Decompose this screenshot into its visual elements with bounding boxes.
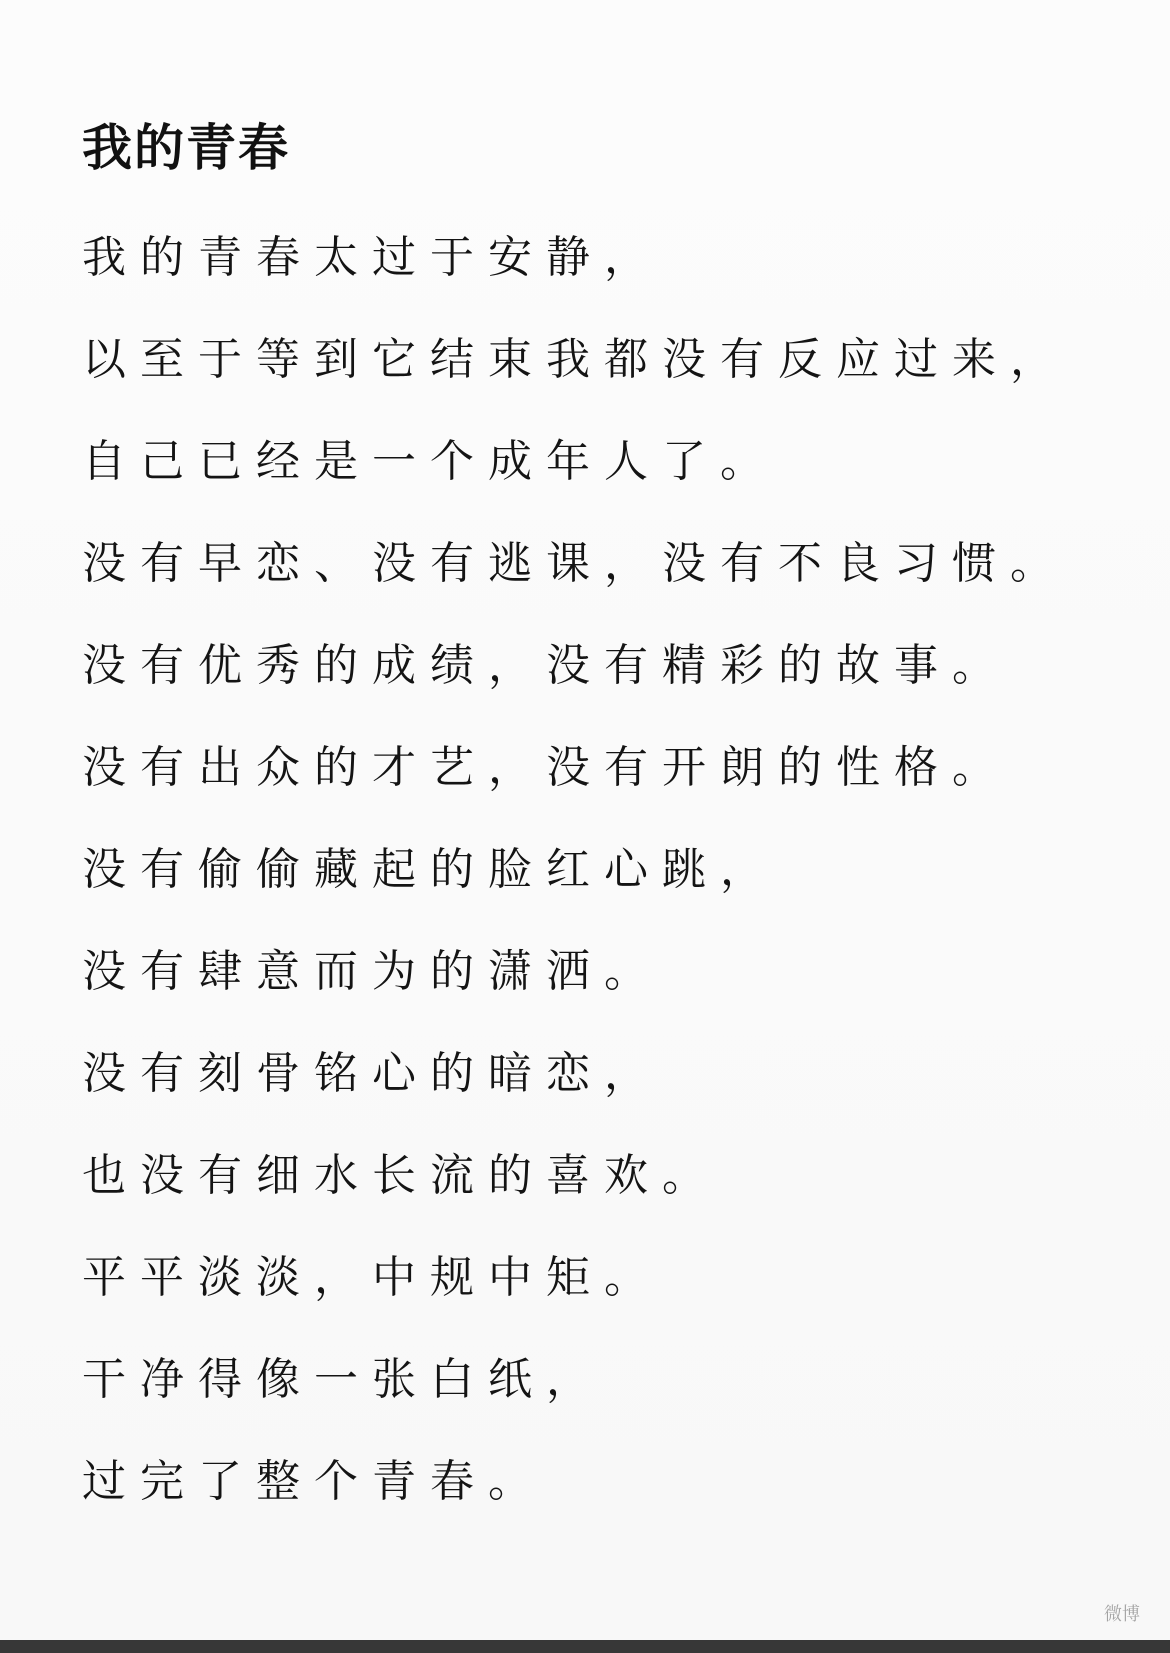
poem-line: 自己已经是一个成年人了。 — [82, 436, 778, 487]
bottom-bar — [0, 1640, 1170, 1653]
poem-line: 没有出众的才艺，没有开朗的性格。 — [82, 742, 1010, 793]
poem-line: 过完了整个青春。 — [82, 1456, 546, 1507]
poem-line: 以至于等到它结束我都没有反应过来， — [82, 334, 1068, 385]
poem-line: 没有优秀的成绩，没有精彩的故事。 — [82, 640, 1010, 691]
poem-line: 没有偷偷藏起的脸红心跳， — [82, 844, 778, 895]
poem-line: 平平淡淡，中规中矩。 — [82, 1252, 662, 1303]
poem-line: 也没有细水长流的喜欢。 — [82, 1150, 720, 1201]
watermark: 微博 — [1104, 1604, 1140, 1625]
poem-line: 没有早恋、没有逃课，没有不良习惯。 — [82, 538, 1068, 589]
poem-body — [82, 228, 1122, 1554]
poem-line: 没有刻骨铭心的暗恋， — [82, 1048, 662, 1099]
poem-line: 没有肆意而为的潇洒。 — [82, 946, 662, 997]
poem-line: 干净得像一张白纸， — [82, 1354, 604, 1405]
poem-line: 我的青春太过于安静， — [82, 232, 662, 283]
document-title: 我的青春 — [82, 119, 290, 177]
